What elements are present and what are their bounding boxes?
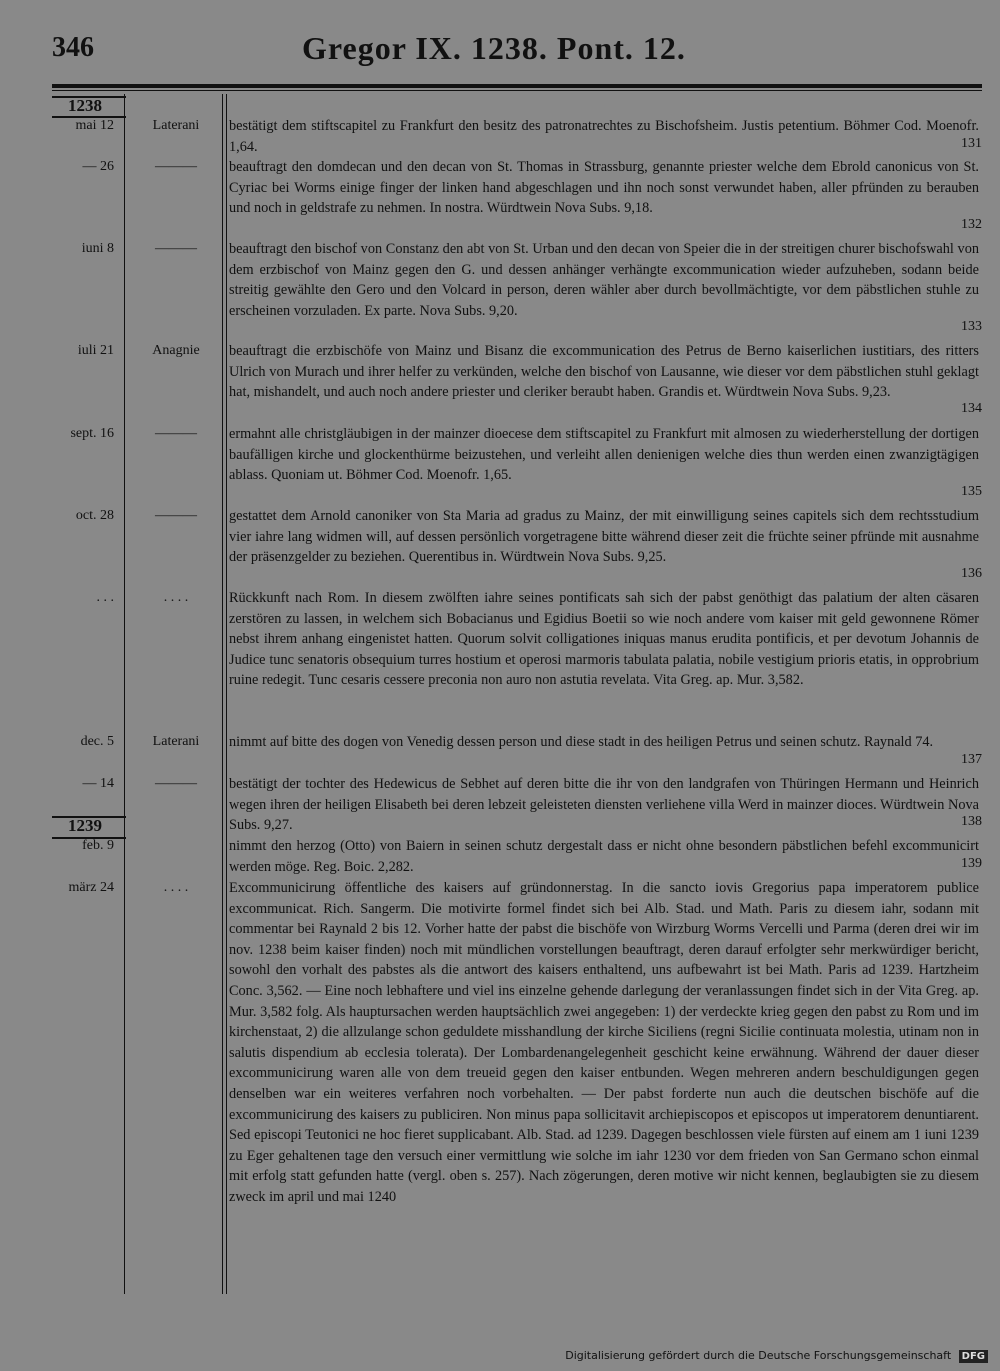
entry-date: mai 12	[75, 118, 114, 133]
entry-text: nimmt auf bitte des dogen von Venedig dessen person und diese stadt in des heiligen Petrus und seinen schutz. Raynald 74.	[229, 734, 934, 750]
entry-date: sept. 16	[70, 426, 114, 441]
regest-entry	[52, 878, 982, 1298]
header-rule-thin	[52, 90, 982, 91]
entry-number: 132	[961, 217, 982, 232]
entry-date: iuli 21	[77, 343, 114, 358]
entry-place: ———	[155, 426, 197, 441]
entry-place: . . . .	[163, 590, 189, 605]
digitization-footer	[565, 1349, 988, 1363]
entry-number: 133	[961, 319, 982, 334]
entry-date: — 26	[82, 159, 114, 174]
entry-place: Laterani	[152, 118, 200, 133]
header-rule	[52, 84, 982, 88]
entry-number: 134	[961, 401, 982, 416]
dfg-logo-icon: DFG	[959, 1350, 988, 1363]
page-title: Gregor IX. 1238. Pont. 12.	[302, 30, 686, 66]
entry-place: Laterani	[152, 734, 200, 749]
entry-text: bestätigt dem stiftscapitel zu Frankfurt den besitz des patronatrechtes zu Bischofsheim. Justis petentium. Böhmer Cod. Moenofr. 1,64.	[229, 118, 979, 155]
footer-text: Digitalisierung gefördert durch die Deutsche Forschungsgemeinschaft	[565, 1349, 952, 1362]
entry-place: . . . .	[163, 880, 189, 895]
entry-number: 137	[961, 752, 982, 767]
entry-text: Rückkunft nach Rom. In diesem zwölften iahre seines pontificats sah sich der pabst genöthigt das palatium der alten cäsaren zerstören zu lassen, in welchem sich Bobacianus und Egidius Boetii so wie noch andere vom kaiser mit geld gewonnene Römer nebst ihrem anhang eingenistet hatten. Quorum solvit colligationes iniquas manus erudita pontificis, et per devotum Johannis de Judice tunc senatoris obsequium turres hostium et operosi marmoris tabulata palatia, nobile vestigium prioris etatis, in opprobrium ruine redegit. Tunc cesaris cessere preconia non auro non astutia revelata. Vita Greg. ap. Mur. 3,582.	[229, 590, 979, 689]
entry-text: ermahnt alle christgläubigen in der mainzer dioecese dem stiftscapitel zu Frankfurt mit almosen zu wiederherstellung der dortigen baufälligen kirche und glockenthürme beizustehen, und verleiht allen denienigen welche dies thun werden einen zwanzigtägigen ablass. Quoniam ut. Böhmer Cod. Moenofr. 1,65.	[229, 426, 979, 484]
page-number: 346	[52, 32, 94, 63]
entry-place: ———	[155, 508, 197, 523]
entry-number: 131	[961, 136, 982, 151]
entry-date: oct. 28	[75, 508, 114, 523]
entry-place: Anagnie	[152, 343, 200, 358]
entry-number: 135	[961, 484, 982, 499]
entry-date: dec. 5	[80, 734, 114, 749]
regest-entry	[52, 424, 982, 506]
entry-text: beauftragt den bischof von Constanz den abt von St. Urban und den decan von Speier die in der streitigen churer bischofswahl von dem erzbischof von Mainz gegen den G. und dessen anhänger verhängte excommunication wieder aufzuheben, sodann beide streitig gewählte den Gero und den Volcard in person, deren wähler aber durch bevollmächtigte, vor dem päbstlichen stuhle zu erscheinen vorzuladen. Ex parte. Nova Subs. 9,20.	[229, 241, 979, 319]
regest-entry	[52, 836, 982, 878]
regest-entry	[52, 341, 982, 423]
entry-date: märz 24	[68, 880, 114, 895]
year-label: 1239	[68, 816, 102, 835]
entry-text: Excommunicirung öffentliche des kaisers auf gründonnerstag. In die sancto iovis Gregorius papa imperatorem publice excommunicat. Rich. Sangerm. Die motivirte formel findet sich bei Alb. Stad. und Math. Paris zu diesem iahr, sodann mit commentar bei Raynald 2 bis 12. Vorher hatte der pabst die bischöfe von Wirzburg Worms Vercelli und Parma (deren drei wir im nov. 1238 beim kaiser finden) noch mit mündlichen vorstellungen beauftragt, deren darauf erfolgter sehr merkwürdiger bericht, sowohl den vorhalt des pabstes als die antwort des kaisers enthaltend, uns aufbewahrt ist bei Math. Paris ad 1239. Hartzheim Conc. 3,562. — Eine noch lebhaftere und viel ins einzelne gehende darlegung der veranlassungen findet sich in der Vita Greg. ap. Mur. 3,582 folg. Als hauptursachen werden hauptsächlich zwei angegeben: 1) der verdeckte krieg gegen den pabst zu Rom und im kirchenstaat, 2) die allzulange schon geduldete misshandlung der kirche Siciliens (regni Sicilie continuata molestia, utinam non in salutis dispendium ab ecclesia tolerata). Der Lombardenangelegenheit geschicht keine erwähnung. Während der dauer dieser excommunicirung waren alle von dem treueid gegen den kaiser entbunden. Wegen mehreren andern beschuldigungen gegen denselben war ein weiteres verfahren noch vorbehalten. — Der pabst forderte nun auch die deutschen bischöfe auf die excommunicirung des kaisers zu publiciren. Non minus papa sollicitavit archiepiscopos et episcopos ut imperatorem denuntiarent. Sed episcopi Teutonici ne hoc fieret supplicabant. Alb. Stad. ad 1239. Dagegen beschlossen viele fürsten auf einem am 1 iuni 1239 zu Eger gehaltenen tage den versuch einer vermittlung wie solche im iahr 1230 vor dem frieden von San Germano schon einmal mit erfolg statt gefunden hatte (vergl. oben s. 257). Nach zögerungen, deren motive wir nicht kennen, beglaubigten sie zu diesem zweck im april und mai 1240	[229, 880, 979, 1205]
entry-number: 138	[961, 814, 982, 829]
entry-place: ———	[155, 159, 197, 174]
regest-entry	[52, 732, 982, 774]
entry-text: bestätigt der tochter des Hedewicus de Sebhet auf deren bitte die ihr von den landgrafen von Thüringen Hermann und Heinrich wegen ihren der heiligen Elisabeth bei deren lebzeit geleisteten diensten verliehene villa Werd in mainzer dioces. Würdtwein Nova Subs. 9,27.	[229, 776, 979, 834]
entry-text: nimmt den herzog (Otto) von Baiern in seinen schutz dergestalt dass er nicht ohne besondern päbstlichen befehl excommunicirt werden möge. Reg. Boic. 2,282.	[229, 838, 979, 875]
entry-date: feb. 9	[82, 838, 114, 853]
entry-date: iuni 8	[81, 241, 114, 256]
regest-entry	[52, 239, 982, 341]
entry-number: 139	[961, 856, 982, 871]
year-label: 1238	[68, 96, 102, 115]
entry-text: gestattet dem Arnold canoniker von Sta Maria ad gradus zu Mainz, der mit einwilligung seines capitels sich dem rechtsstudium vier iahre lang widmen will, auf dessen persönlich vorgetragene bitte während dieser zeit die früchte seiner pfründe mit ausnahme der präsenzgelder zu beziehen. Querentibus in. Würdtwein Nova Subs. 9,25.	[229, 508, 979, 566]
running-header	[52, 30, 982, 70]
regest-entry	[52, 157, 982, 239]
entry-date: . . .	[96, 590, 114, 605]
entry-place: ———	[155, 776, 197, 791]
regest-entry	[52, 506, 982, 588]
entry-date: — 14	[82, 776, 114, 791]
regest-entry	[52, 774, 982, 836]
entry-number: 136	[961, 566, 982, 581]
entry-text: beauftragt die erzbischöfe von Mainz und Bisanz die excommunication des Petrus de Berno kaiserlichen iustitiars, des ritters Ulrich von Murach und ihrer helfer zu verkünden, welche den bischof von Lausanne, wie dieser vor dem päbstlichen stuhl geklagt hat, mishandelt, und auch noch andere priester und cleriker beraubt haben. Grandis et. Würdtwein Nova Subs. 9,23.	[229, 343, 979, 401]
entry-text: beauftragt den domdecan und den decan von St. Thomas in Strassburg, genannte priester welche dem Ebrold canonicus von St. Cyriac bei Worms einige finger der linken hand abgeschlagen und ihn noch sonst verwundet haben, aller pfründen zu berauben und noch in geldstrafe zu nehmen. In nostra. Würdtwein Nova Subs. 9,18.	[229, 159, 979, 217]
entry-place: ———	[155, 241, 197, 256]
regest-entry	[52, 588, 982, 732]
regest-entry	[52, 116, 982, 156]
